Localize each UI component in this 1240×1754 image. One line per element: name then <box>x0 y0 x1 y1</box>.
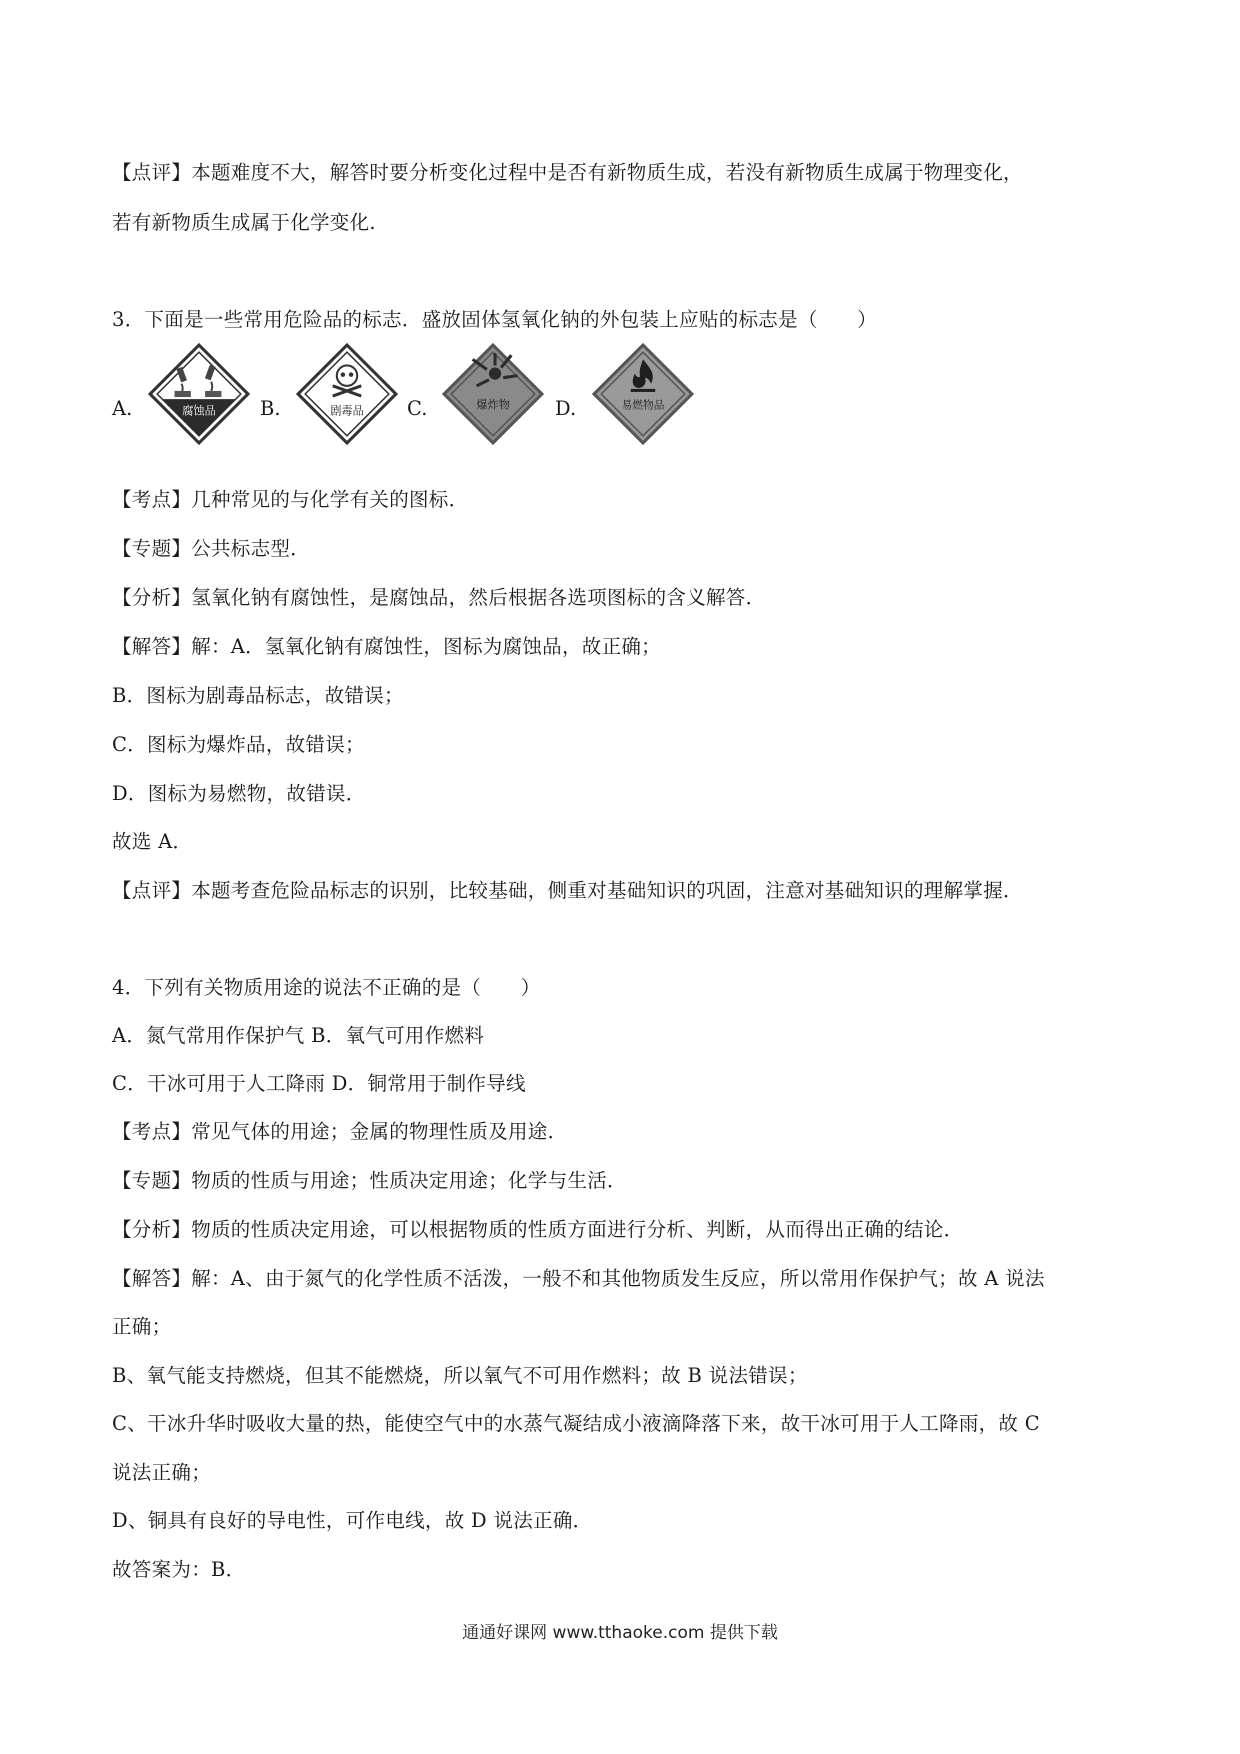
q3-fenxi: 【分析】氢氧化钠有腐蚀性，是腐蚀品，然后根据各选项图标的含义解答． <box>112 586 766 609</box>
q3-kaodian: 【考点】几种常见的与化学有关的图标． <box>112 488 469 511</box>
flammable-sign <box>592 343 694 445</box>
question-3-stem: 3．下面是一些常用危险品的标志．盛放固体氢氧化钠的外包装上应贴的标志是（ ） <box>112 308 878 331</box>
q4-jieda-line-1: 【解答】解：A、由于氮气的化学性质不活泼，一般不和其他物质发生反应，所以常用作保护气；故 A 说法 <box>112 1267 1045 1290</box>
q4-kaodian: 【考点】常见气体的用途；金属的物理性质及用途． <box>112 1120 568 1143</box>
toxic-sign-label: 剧毒品 <box>330 404 364 418</box>
skull-toxic-icon <box>296 343 398 445</box>
flame-icon <box>592 343 694 445</box>
option-a-label: A. <box>112 397 133 420</box>
explosive-icon <box>442 343 544 445</box>
q3-jieda-line-2: B．图标为剧毒品标志，故错误； <box>112 684 404 707</box>
review-text-line-2: 若有新物质生成属于化学变化. <box>112 211 376 234</box>
explosive-sign <box>442 343 544 445</box>
review-text-line-1: 【点评】本题难度不大，解答时要分析变化过程中是否有新物质生成，若没有新物质生成属于物理变化， <box>112 161 1023 184</box>
option-d-label: D. <box>555 397 577 420</box>
question-4-stem: 4．下列有关物质用途的说法不正确的是（ ） <box>112 976 541 999</box>
q3-zhuanti: 【专题】公共标志型． <box>112 537 311 560</box>
q3-jieda-line-4: D．图标为易燃物，故错误． <box>112 782 366 805</box>
corrosive-sign-label: 腐蚀品 <box>182 404 216 418</box>
q3-jieda-line-5: 故选 A． <box>112 830 193 853</box>
q4-jieda-line-5: 说法正确； <box>112 1461 212 1484</box>
q3-jieda-line-3: C．图标为爆炸品，故错误； <box>112 733 365 756</box>
q4-jieda-line-3: B、氧气能支持燃烧，但其不能燃烧，所以氧气不可用作燃料；故 B 说法错误； <box>112 1364 808 1387</box>
corrosive-sign <box>148 343 250 445</box>
q3-jieda-line-1: 【解答】解：A．氢氧化钠有腐蚀性，图标为腐蚀品，故正确； <box>112 635 661 658</box>
hazard-sign-options <box>112 343 732 443</box>
corrosive-icon <box>148 343 250 445</box>
q4-options-line-1: A．氮气常用作保护气 B．氧气可用作燃料 <box>112 1024 485 1047</box>
page-footer: 通通好课网 www.tthaoke.com 提供下载 <box>462 1623 778 1643</box>
q4-jieda-line-2: 正确； <box>112 1315 172 1338</box>
flammable-sign-label: 易燃物品 <box>621 398 665 412</box>
q3-dianping: 【点评】本题考查危险品标志的识别，比较基础，侧重对基础知识的巩固，注意对基础知识的理解掌握． <box>112 879 1023 902</box>
explosive-sign-label: 爆炸物 <box>476 398 510 412</box>
q4-fenxi: 【分析】物质的性质决定用途，可以根据物质的性质方面进行分析、判断，从而得出正确的结论． <box>112 1218 964 1241</box>
option-b-label: B. <box>260 397 281 420</box>
q4-zhuanti: 【专题】物质的性质与用途；性质决定用途；化学与生活． <box>112 1169 627 1192</box>
option-c-label: C. <box>407 397 428 420</box>
toxic-sign <box>296 343 398 445</box>
q4-jieda-line-7: 故答案为：B． <box>112 1558 246 1581</box>
q4-options-line-2: C．干冰可用于人工降雨 D．铜常用于制作导线 <box>112 1072 526 1095</box>
q4-jieda-line-6: D、铜具有良好的导电性，可作电线，故 D 说法正确． <box>112 1509 593 1532</box>
q4-jieda-line-4: C、干冰升华时吸收大量的热，能使空气中的水蒸气凝结成小液滴降落下来，故干冰可用于人工降雨，故 C <box>112 1412 1040 1435</box>
